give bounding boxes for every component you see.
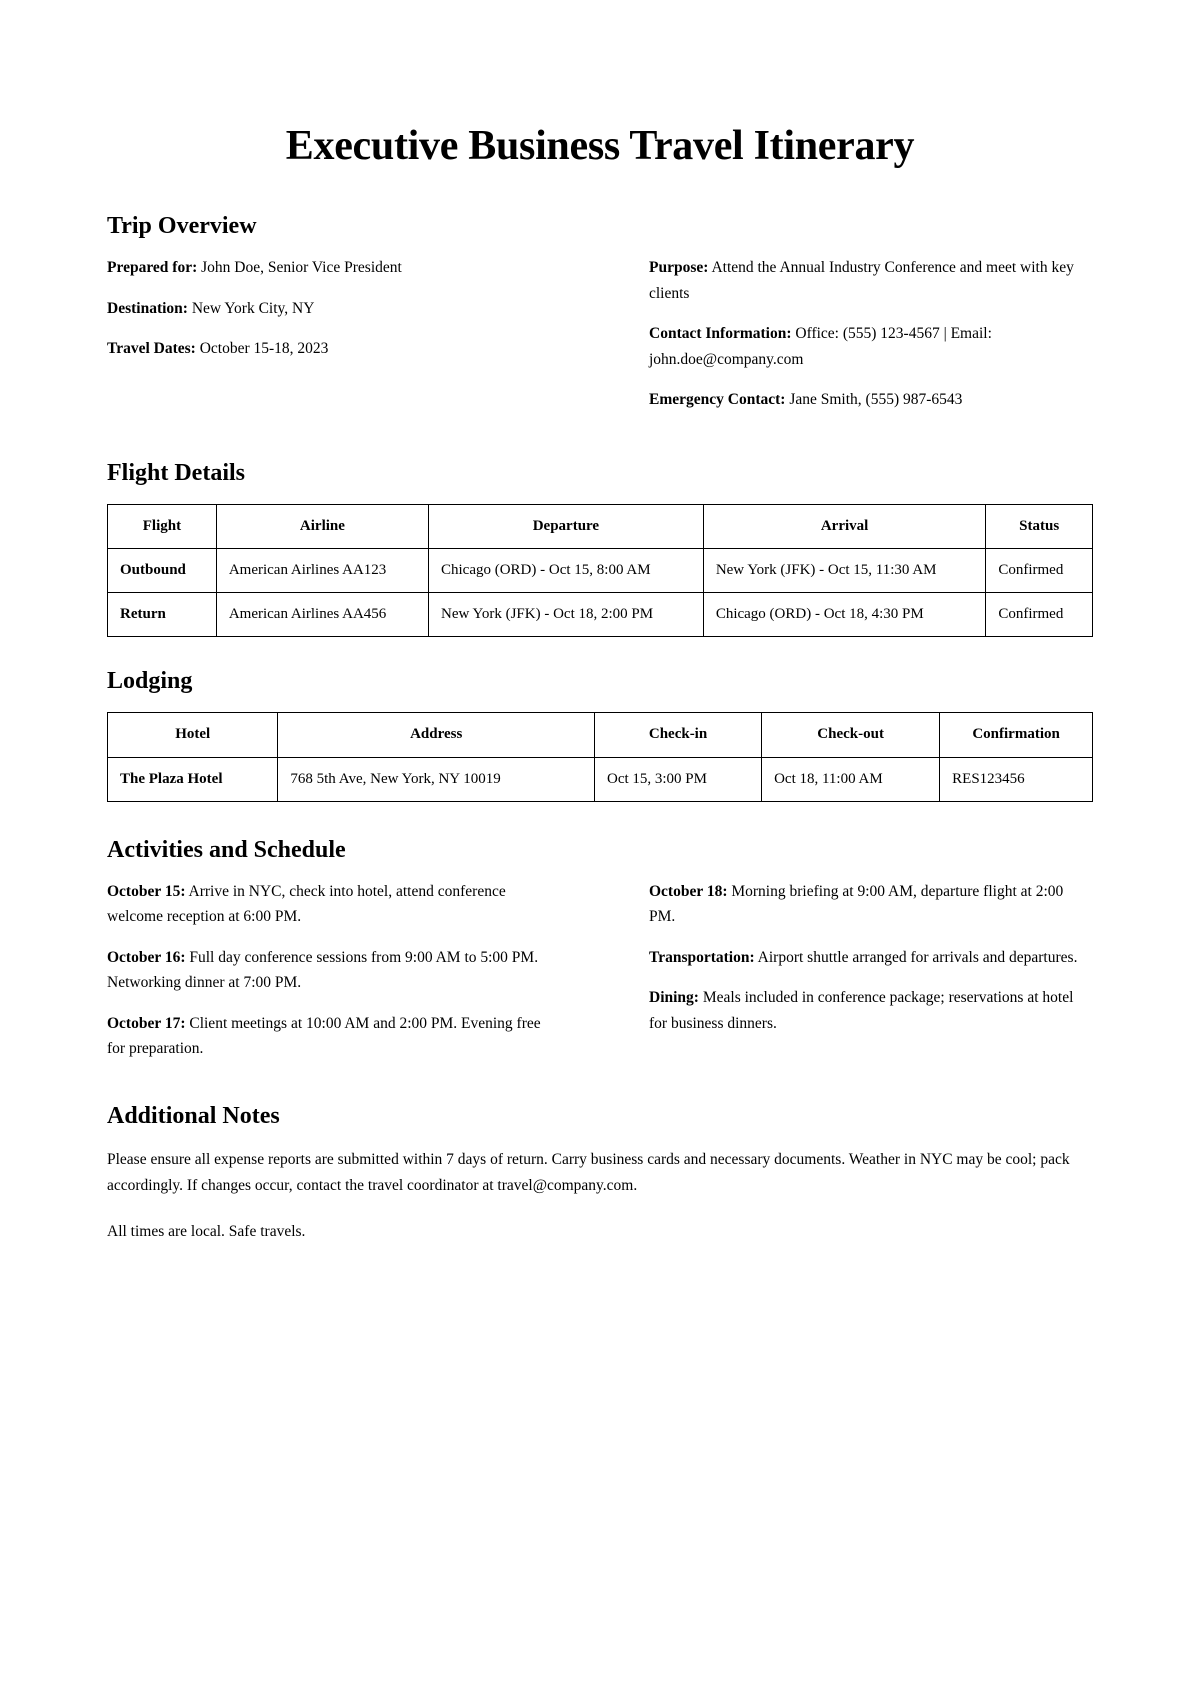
- field-value: Jane Smith, (555) 987-6543: [785, 391, 963, 409]
- table-header-row: [108, 504, 1093, 548]
- trip-overview-item: [649, 387, 1093, 413]
- field-label: Destination:: [107, 299, 188, 317]
- cell-address: 768 5th Ave, New York, NY 10019: [278, 757, 595, 801]
- field-value: Attend the Annual Industry Conference and meet with key clients: [649, 259, 1074, 302]
- cell-confirmation: RES123456: [940, 757, 1093, 801]
- table-row: [108, 757, 1093, 801]
- column-header-check-out: Check-out: [762, 713, 940, 757]
- field-label: October 16:: [107, 948, 186, 966]
- field-value: Meals included in conference package; reservations at hotel for business dinners.: [649, 989, 1074, 1032]
- cell-arrival: New York (JFK) - Oct 15, 11:30 AM: [703, 548, 986, 592]
- activity-item: [107, 879, 551, 930]
- lodging-table: [107, 712, 1093, 802]
- trip-overview-item: [649, 255, 1093, 306]
- section-lodging: [107, 667, 1093, 801]
- trip-overview-item: [107, 336, 551, 362]
- field-value: New York City, NY: [187, 299, 315, 317]
- field-value: Client meetings at 10:00 AM and 2:00 PM. Evening free for preparation.: [107, 1014, 541, 1058]
- activities-right-column: [649, 879, 1093, 1062]
- trip-overview-item: [107, 255, 551, 281]
- cell-hotel: The Plaza Hotel: [108, 757, 278, 801]
- cell-departure: New York (JFK) - Oct 18, 2:00 PM: [428, 593, 703, 637]
- field-label: Prepared for:: [107, 259, 198, 277]
- additional-notes-heading: Additional Notes: [107, 1102, 280, 1129]
- cell-status: Confirmed: [986, 593, 1093, 637]
- activities-columns: [107, 879, 1093, 1062]
- field-label: Emergency Contact:: [649, 391, 786, 409]
- column-header-departure: Departure: [428, 504, 703, 548]
- cell-flight: Outbound: [108, 548, 217, 592]
- field-label: October 18:: [649, 882, 728, 900]
- activity-item: [107, 945, 551, 996]
- field-value: October 15-18, 2023: [195, 340, 329, 358]
- note-paragraph: All times are local. Safe travels.: [107, 1223, 306, 1241]
- field-value: Office: (555) 123-4567 | Email: john.doe@company.com: [649, 325, 992, 368]
- table-row: [108, 548, 1093, 592]
- cell-airline: American Airlines AA456: [216, 593, 428, 637]
- note-paragraph: Please ensure all expense reports are submitted within 7 days of return. Carry business cards and necessary documents. Weather in NYC may be cool; pack accordingly. If changes occur, contact the travel coordinator at travel@company.com.: [107, 1150, 1070, 1195]
- additional-notes-body: [107, 1147, 1093, 1246]
- activity-item: [649, 985, 1093, 1036]
- column-header-arrival: Arrival: [703, 504, 986, 548]
- table-header-row: [108, 713, 1093, 757]
- field-value: Full day conference sessions from 9:00 AM to 5:00 PM. Networking dinner at 7:00 PM.: [107, 948, 539, 992]
- field-value: John Doe, Senior Vice President: [197, 259, 402, 277]
- cell-flight: Return: [108, 593, 217, 637]
- field-label: October 17:: [107, 1014, 186, 1032]
- cell-status: Confirmed: [986, 548, 1093, 592]
- field-label: Purpose:: [649, 259, 709, 277]
- cell-check-out: Oct 18, 11:00 AM: [762, 757, 940, 801]
- trip-overview-left-column: [107, 255, 551, 413]
- column-header-hotel: Hotel: [108, 713, 278, 757]
- section-activities-schedule: [107, 836, 1093, 1062]
- field-value: Morning briefing at 9:00 AM, departure flight at 2:00 PM.: [649, 882, 1064, 926]
- trip-overview-right-column: [649, 255, 1093, 413]
- page-title: Executive Business Travel Itinerary: [285, 123, 915, 169]
- trip-overview-item: [107, 296, 551, 322]
- cell-check-in: Oct 15, 3:00 PM: [594, 757, 761, 801]
- section-flight-details: [107, 459, 1093, 638]
- cell-airline: American Airlines AA123: [216, 548, 428, 592]
- field-value: Arrive in NYC, check into hotel, attend conference welcome reception at 6:00 PM.: [107, 882, 506, 926]
- activities-heading: Activities and Schedule: [107, 836, 346, 863]
- cell-arrival: Chicago (ORD) - Oct 18, 4:30 PM: [703, 593, 986, 637]
- field-label: Transportation:: [649, 948, 755, 966]
- flight-details-heading: Flight Details: [107, 459, 245, 486]
- field-value: Airport shuttle arranged for arrivals and departures.: [754, 948, 1078, 966]
- lodging-heading: Lodging: [107, 668, 193, 695]
- activities-left-column: [107, 879, 551, 1062]
- column-header-status: Status: [986, 504, 1093, 548]
- trip-overview-item: [649, 321, 1093, 372]
- field-label: Contact Information:: [649, 325, 792, 343]
- column-header-airline: Airline: [216, 504, 428, 548]
- field-label: Dining:: [649, 989, 699, 1007]
- column-header-address: Address: [278, 713, 595, 757]
- cell-departure: Chicago (ORD) - Oct 15, 8:00 AM: [428, 548, 703, 592]
- section-additional-notes: [107, 1102, 1093, 1246]
- trip-overview-columns: [107, 255, 1093, 413]
- activity-item: [107, 1011, 551, 1062]
- flight-details-table: [107, 504, 1093, 638]
- field-label: October 15:: [107, 882, 186, 900]
- activity-item: [649, 879, 1093, 930]
- column-header-flight: Flight: [108, 504, 217, 548]
- section-trip-overview: [107, 212, 1093, 413]
- trip-overview-heading: Trip Overview: [107, 213, 257, 240]
- column-header-confirmation: Confirmation: [940, 713, 1093, 757]
- field-label: Travel Dates:: [107, 340, 196, 358]
- activity-item: [649, 945, 1093, 971]
- table-row: [108, 593, 1093, 637]
- column-header-check-in: Check-in: [594, 713, 761, 757]
